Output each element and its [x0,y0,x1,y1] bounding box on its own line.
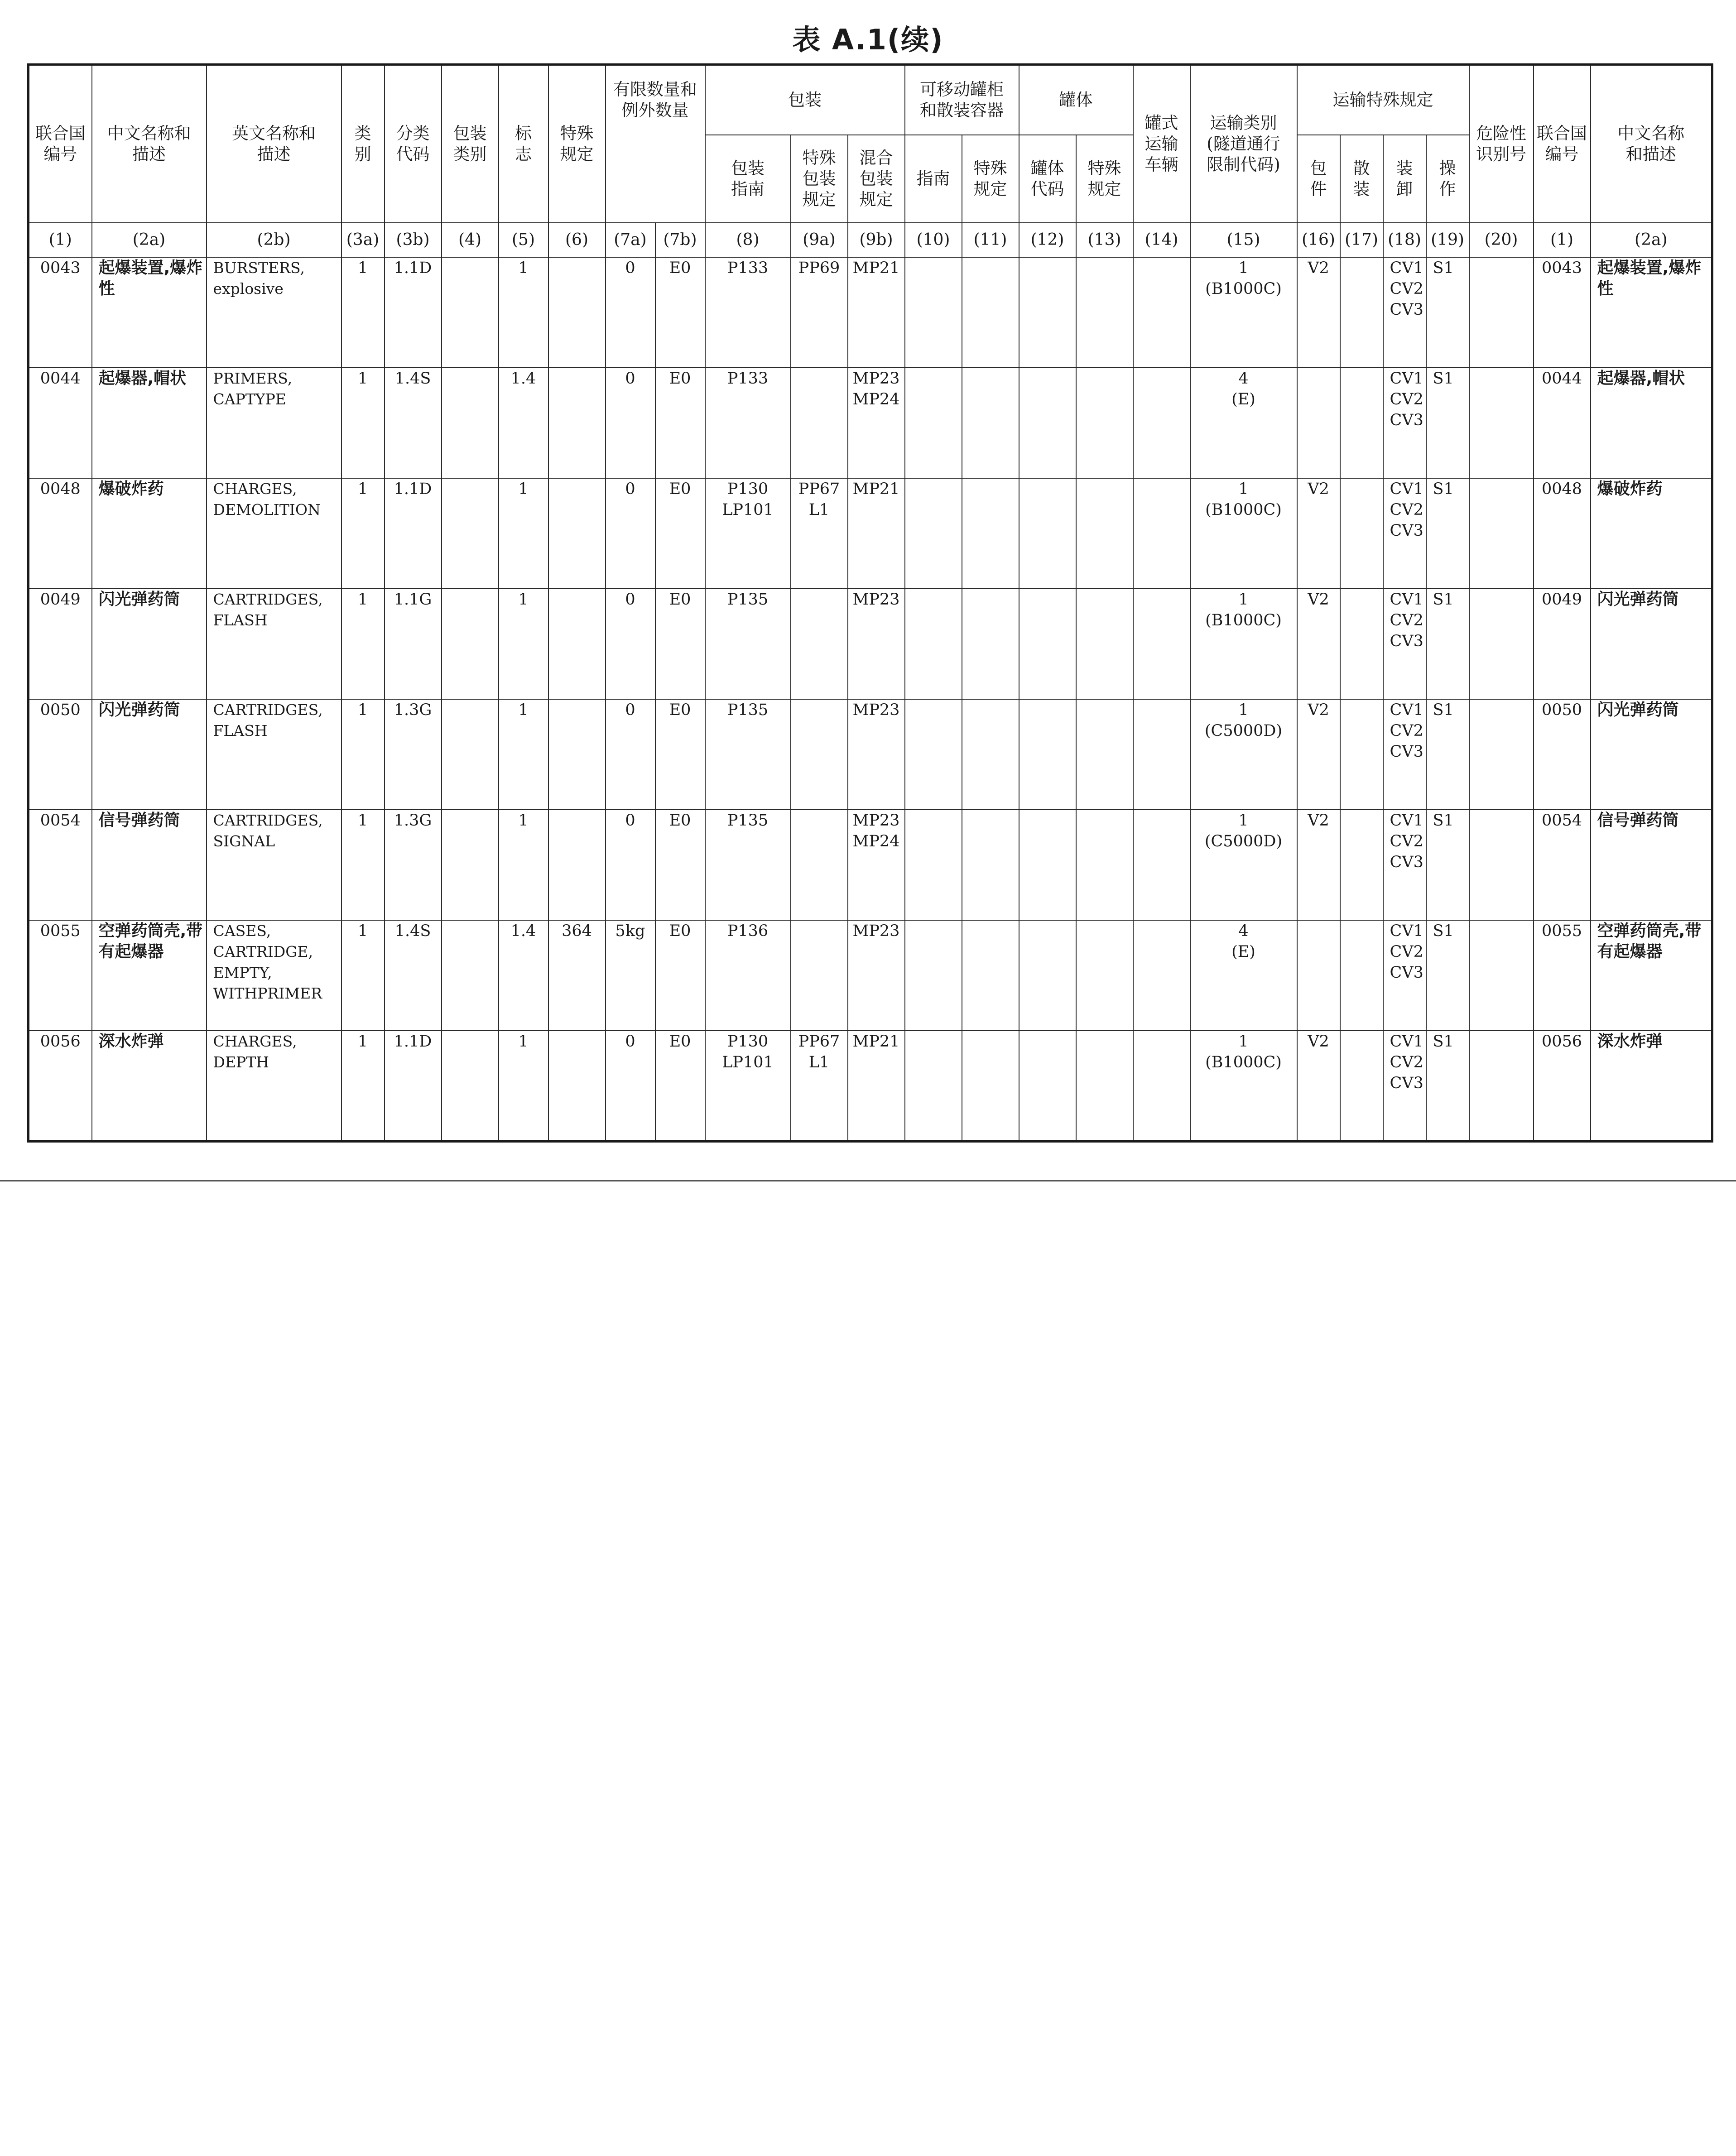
cell-limited-quantity: 0 [606,368,655,478]
cell-un-number: 0050 [29,699,92,810]
table-row [29,1031,1712,1141]
table-row [29,478,1712,589]
cell-chinese-name-right: 深水炸弹 [1591,1031,1712,1141]
cell-tank-vehicle [1133,257,1190,368]
column-number: (6) [548,223,606,257]
column-number: (13) [1076,223,1133,257]
cell-tank-special [1076,478,1133,589]
cell-tank-special [1076,1031,1133,1141]
column-number: (3a) [341,223,385,257]
cell-tank-code [1019,810,1076,920]
cell-english-name: CASES, CARTRIDGE, EMPTY, WITHPRIMER [207,920,341,1031]
cell-portable-tank-special [962,257,1019,368]
cell-packing-instructions: P130 LP101 [705,478,791,589]
cell-ts-loading: CV1 CV2 CV3 [1383,368,1426,478]
cell-chinese-name: 深水炸弹 [92,1031,207,1141]
cell-ts-bulk [1340,257,1383,368]
cell-special-provisions [548,368,606,478]
cell-special-packing: PP69 [791,257,848,368]
cell-ts-operation: S1 [1426,810,1469,920]
cell-limited-quantity: 0 [606,589,655,699]
cell-special-provisions [548,810,606,920]
column-number: (11) [962,223,1019,257]
cell-ts-loading: CV1 CV2 CV3 [1383,920,1426,1031]
cell-hazard-id [1469,810,1534,920]
cell-special-packing [791,810,848,920]
cell-un-number: 0056 [29,1031,92,1141]
cell-chinese-name-right: 爆破炸药 [1591,478,1712,589]
cell-ts-operation: S1 [1426,257,1469,368]
cell-portable-tank-special [962,810,1019,920]
header-hazard-id: 危险性 识别号 [1469,65,1534,223]
header-transport-category: 运输类别 (隧道通行 限制代码) [1190,65,1297,223]
cell-label: 1 [499,589,548,699]
cell-hazard-id [1469,699,1534,810]
cell-portable-tank-instructions [905,920,962,1031]
cell-packing-instructions: P135 [705,699,791,810]
cell-ts-bulk [1340,1031,1383,1141]
column-number: (8) [705,223,791,257]
column-number: (17) [1340,223,1383,257]
cell-un-number: 0048 [29,478,92,589]
cell-hazard-id [1469,478,1534,589]
cell-class: 1 [341,478,385,589]
cell-ts-loading: CV1 CV2 CV3 [1383,699,1426,810]
cell-transport-category: 1 (B1000C) [1190,1031,1297,1141]
cell-ts-bulk [1340,589,1383,699]
page-divider [0,1180,1736,1181]
cell-un-number-right: 0054 [1534,810,1591,920]
cell-un-number-right: 0043 [1534,257,1591,368]
cell-chinese-name: 爆破炸药 [92,478,207,589]
cell-excepted-quantity: E0 [655,478,705,589]
cell-packing-instructions: P135 [705,589,791,699]
dangerous-goods-table [27,63,1713,1143]
cell-mixed-packing: MP23 [848,589,905,699]
column-number: (12) [1019,223,1076,257]
cell-tank-code [1019,478,1076,589]
header-class: 类 别 [341,65,385,223]
cell-chinese-name-right: 起爆器,帽状 [1591,368,1712,478]
cell-transport-category: 4 (E) [1190,368,1297,478]
cell-packing-group [442,589,499,699]
cell-ts-operation: S1 [1426,699,1469,810]
cell-ts-operation: S1 [1426,1031,1469,1141]
cell-packing-instructions: P136 [705,920,791,1031]
cell-class: 1 [341,1031,385,1141]
column-number: (7b) [655,223,705,257]
column-number-row [29,223,1712,257]
cell-class: 1 [341,920,385,1031]
cell-portable-tank-special [962,589,1019,699]
header-portable-tank-instructions: 指南 [905,135,962,223]
cell-class: 1 [341,589,385,699]
cell-ts-loading: CV1 CV2 CV3 [1383,257,1426,368]
cell-label: 1 [499,478,548,589]
cell-class: 1 [341,810,385,920]
cell-portable-tank-instructions [905,1031,962,1141]
cell-english-name: CHARGES, DEMOLITION [207,478,341,589]
header-transport-special-provisions: 运输特殊规定 [1297,65,1469,135]
cell-mixed-packing: MP23 [848,920,905,1031]
cell-label: 1 [499,1031,548,1141]
cell-un-number: 0044 [29,368,92,478]
cell-tank-special [1076,257,1133,368]
cell-portable-tank-special [962,1031,1019,1141]
cell-ts-bulk [1340,478,1383,589]
header-tank-code: 罐体 代码 [1019,135,1076,223]
cell-special-provisions: 364 [548,920,606,1031]
cell-excepted-quantity: E0 [655,699,705,810]
cell-tank-vehicle [1133,699,1190,810]
cell-limited-quantity: 0 [606,1031,655,1141]
cell-un-number-right: 0056 [1534,1031,1591,1141]
header-ts-operation: 操 作 [1426,135,1469,223]
cell-chinese-name-right: 信号弹药筒 [1591,810,1712,920]
cell-limited-quantity: 0 [606,257,655,368]
cell-packing-instructions: P133 [705,257,791,368]
header-tank-special: 特殊 规定 [1076,135,1133,223]
header-un-number: 联合国 编号 [29,65,92,223]
column-number: (16) [1297,223,1340,257]
cell-packing-group [442,810,499,920]
cell-transport-category: 1 (B1000C) [1190,257,1297,368]
cell-packing-instructions: P130 LP101 [705,1031,791,1141]
cell-special-packing: PP67 L1 [791,478,848,589]
header-classification-code: 分类 代码 [385,65,442,223]
cell-label: 1 [499,810,548,920]
cell-mixed-packing: MP21 [848,257,905,368]
cell-ts-operation: S1 [1426,478,1469,589]
cell-ts-operation: S1 [1426,589,1469,699]
cell-chinese-name-right: 空弹药筒壳,带有起爆器 [1591,920,1712,1031]
cell-tank-vehicle [1133,920,1190,1031]
header-packing-instructions: 包装 指南 [705,135,791,223]
cell-mixed-packing: MP23 MP24 [848,368,905,478]
header-special-provisions: 特殊 规定 [548,65,606,223]
cell-chinese-name: 起爆装置,爆炸性 [92,257,207,368]
header-packing-group: 包装 类别 [442,65,499,223]
cell-limited-quantity: 0 [606,699,655,810]
cell-un-number: 0054 [29,810,92,920]
cell-tank-vehicle [1133,478,1190,589]
cell-ts-loading: CV1 CV2 CV3 [1383,589,1426,699]
cell-mixed-packing: MP21 [848,478,905,589]
cell-chinese-name: 信号弹药筒 [92,810,207,920]
cell-classification-code: 1.3G [385,810,442,920]
column-number: (2a) [92,223,207,257]
cell-classification-code: 1.4S [385,368,442,478]
cell-un-number: 0055 [29,920,92,1031]
cell-chinese-name-right: 闪光弹药筒 [1591,589,1712,699]
cell-tank-vehicle [1133,368,1190,478]
cell-tank-code [1019,257,1076,368]
header-mixed-packing: 混合 包装 规定 [848,135,905,223]
column-number: (14) [1133,223,1190,257]
cell-tank-special [1076,920,1133,1031]
cell-label: 1.4 [499,368,548,478]
table-row [29,368,1712,478]
cell-chinese-name-right: 闪光弹药筒 [1591,699,1712,810]
cell-special-packing [791,589,848,699]
cell-mixed-packing: MP23 [848,699,905,810]
cell-portable-tank-special [962,368,1019,478]
cell-label: 1 [499,257,548,368]
cell-ts-operation: S1 [1426,368,1469,478]
cell-excepted-quantity: E0 [655,589,705,699]
cell-excepted-quantity: E0 [655,1031,705,1141]
cell-transport-category: 1 (B1000C) [1190,589,1297,699]
cell-tank-code [1019,368,1076,478]
cell-excepted-quantity: E0 [655,257,705,368]
cell-hazard-id [1469,920,1534,1031]
cell-packing-instructions: P133 [705,368,791,478]
header-ts-bulk: 散 装 [1340,135,1383,223]
cell-ts-package [1297,368,1340,478]
column-number: (3b) [385,223,442,257]
cell-tank-vehicle [1133,1031,1190,1141]
table-row [29,257,1712,368]
cell-un-number-right: 0049 [1534,589,1591,699]
cell-special-packing [791,368,848,478]
page-title: 表 A.1(续) [792,23,944,56]
cell-packing-group [442,368,499,478]
cell-chinese-name: 空弹药筒壳,带有起爆器 [92,920,207,1031]
table-row [29,920,1712,1031]
cell-limited-quantity: 0 [606,810,655,920]
cell-class: 1 [341,368,385,478]
header-english-name: 英文名称和 描述 [207,65,341,223]
cell-portable-tank-special [962,920,1019,1031]
cell-ts-package: V2 [1297,257,1340,368]
cell-classification-code: 1.1D [385,257,442,368]
cell-english-name: CARTRIDGES, FLASH [207,699,341,810]
cell-portable-tank-instructions [905,589,962,699]
header-chinese-name-right: 中文名称 和描述 [1591,65,1712,223]
cell-transport-category: 1 (C5000D) [1190,810,1297,920]
cell-transport-category: 4 (E) [1190,920,1297,1031]
column-number: (7a) [606,223,655,257]
cell-tank-code [1019,589,1076,699]
cell-excepted-quantity: E0 [655,810,705,920]
cell-ts-bulk [1340,810,1383,920]
cell-hazard-id [1469,257,1534,368]
cell-ts-bulk [1340,368,1383,478]
cell-special-packing: PP67 L1 [791,1031,848,1141]
cell-chinese-name: 闪光弹药筒 [92,589,207,699]
cell-ts-package [1297,920,1340,1031]
cell-english-name: CARTRIDGES, SIGNAL [207,810,341,920]
cell-tank-special [1076,699,1133,810]
header-label: 标 志 [499,65,548,223]
cell-chinese-name-right: 起爆装置,爆炸性 [1591,257,1712,368]
cell-limited-quantity: 0 [606,478,655,589]
cell-hazard-id [1469,1031,1534,1141]
cell-tank-vehicle [1133,589,1190,699]
cell-label: 1.4 [499,920,548,1031]
cell-mixed-packing: MP23 MP24 [848,810,905,920]
cell-ts-loading: CV1 CV2 CV3 [1383,1031,1426,1141]
column-number: (2a) [1591,223,1712,257]
cell-ts-loading: CV1 CV2 CV3 [1383,810,1426,920]
cell-transport-category: 1 (B1000C) [1190,478,1297,589]
header-limited-quantities: 有限数量和 例外数量 [606,65,705,223]
cell-tank-code [1019,1031,1076,1141]
cell-packing-group [442,478,499,589]
cell-classification-code: 1.1D [385,478,442,589]
cell-ts-package: V2 [1297,810,1340,920]
cell-ts-bulk [1340,699,1383,810]
cell-tank-code [1019,920,1076,1031]
table-row [29,589,1712,699]
column-number: (15) [1190,223,1297,257]
cell-un-number-right: 0050 [1534,699,1591,810]
header-ts-loading: 装 卸 [1383,135,1426,223]
cell-classification-code: 1.1G [385,589,442,699]
cell-portable-tank-instructions [905,478,962,589]
cell-special-provisions [548,589,606,699]
cell-packing-group [442,920,499,1031]
cell-excepted-quantity: E0 [655,920,705,1031]
cell-hazard-id [1469,368,1534,478]
table-body [29,257,1712,1141]
cell-portable-tank-special [962,478,1019,589]
column-number: (1) [1534,223,1591,257]
dangerous-goods-table-container [27,63,1713,1143]
header-tanks: 罐体 [1019,65,1133,135]
cell-un-number: 0043 [29,257,92,368]
column-number: (10) [905,223,962,257]
cell-class: 1 [341,699,385,810]
cell-un-number-right: 0055 [1534,920,1591,1031]
cell-tank-vehicle [1133,810,1190,920]
header-un-number-right: 联合国 编号 [1534,65,1591,223]
cell-ts-package: V2 [1297,589,1340,699]
cell-english-name: PRIMERS, CAPTYPE [207,368,341,478]
cell-ts-package: V2 [1297,478,1340,589]
cell-ts-bulk [1340,920,1383,1031]
cell-special-provisions [548,699,606,810]
cell-tank-special [1076,810,1133,920]
cell-special-provisions [548,478,606,589]
table-row [29,810,1712,920]
cell-special-packing [791,920,848,1031]
header-tank-vehicle: 罐式 运输 车辆 [1133,65,1190,223]
cell-packing-instructions: P135 [705,810,791,920]
column-number: (5) [499,223,548,257]
cell-un-number-right: 0044 [1534,368,1591,478]
cell-tank-special [1076,368,1133,478]
cell-tank-special [1076,589,1133,699]
cell-classification-code: 1.3G [385,699,442,810]
cell-portable-tank-special [962,699,1019,810]
cell-classification-code: 1.4S [385,920,442,1031]
header-special-packing: 特殊 包装 规定 [791,135,848,223]
cell-un-number-right: 0048 [1534,478,1591,589]
cell-chinese-name: 起爆器,帽状 [92,368,207,478]
column-number: (4) [442,223,499,257]
cell-transport-category: 1 (C5000D) [1190,699,1297,810]
column-number: (9b) [848,223,905,257]
column-number: (2b) [207,223,341,257]
cell-limited-quantity: 5kg [606,920,655,1031]
cell-special-provisions [548,257,606,368]
cell-hazard-id [1469,589,1534,699]
cell-portable-tank-instructions [905,810,962,920]
column-number: (9a) [791,223,848,257]
cell-packing-group [442,699,499,810]
column-number: (18) [1383,223,1426,257]
cell-english-name: BURSTERS, explosive [207,257,341,368]
cell-ts-package: V2 [1297,1031,1340,1141]
column-number: (19) [1426,223,1469,257]
cell-packing-group [442,1031,499,1141]
cell-mixed-packing: MP21 [848,1031,905,1141]
cell-chinese-name: 闪光弹药筒 [92,699,207,810]
cell-english-name: CHARGES, DEPTH [207,1031,341,1141]
cell-portable-tank-instructions [905,699,962,810]
cell-ts-loading: CV1 CV2 CV3 [1383,478,1426,589]
cell-portable-tank-instructions [905,368,962,478]
cell-english-name: CARTRIDGES, FLASH [207,589,341,699]
column-number: (1) [29,223,92,257]
cell-special-provisions [548,1031,606,1141]
cell-tank-code [1019,699,1076,810]
cell-excepted-quantity: E0 [655,368,705,478]
cell-un-number: 0049 [29,589,92,699]
cell-class: 1 [341,257,385,368]
header-chinese-name: 中文名称和 描述 [92,65,207,223]
cell-portable-tank-instructions [905,257,962,368]
cell-ts-operation: S1 [1426,920,1469,1031]
header-portable-tank-special: 特殊 规定 [962,135,1019,223]
table-row [29,699,1712,810]
column-number: (20) [1469,223,1534,257]
cell-packing-group [442,257,499,368]
cell-label: 1 [499,699,548,810]
cell-ts-package: V2 [1297,699,1340,810]
cell-classification-code: 1.1D [385,1031,442,1141]
cell-special-packing [791,699,848,810]
header-packaging: 包装 [705,65,905,135]
header-ts-package: 包 件 [1297,135,1340,223]
header-portable-tanks: 可移动罐柜 和散装容器 [905,65,1019,135]
